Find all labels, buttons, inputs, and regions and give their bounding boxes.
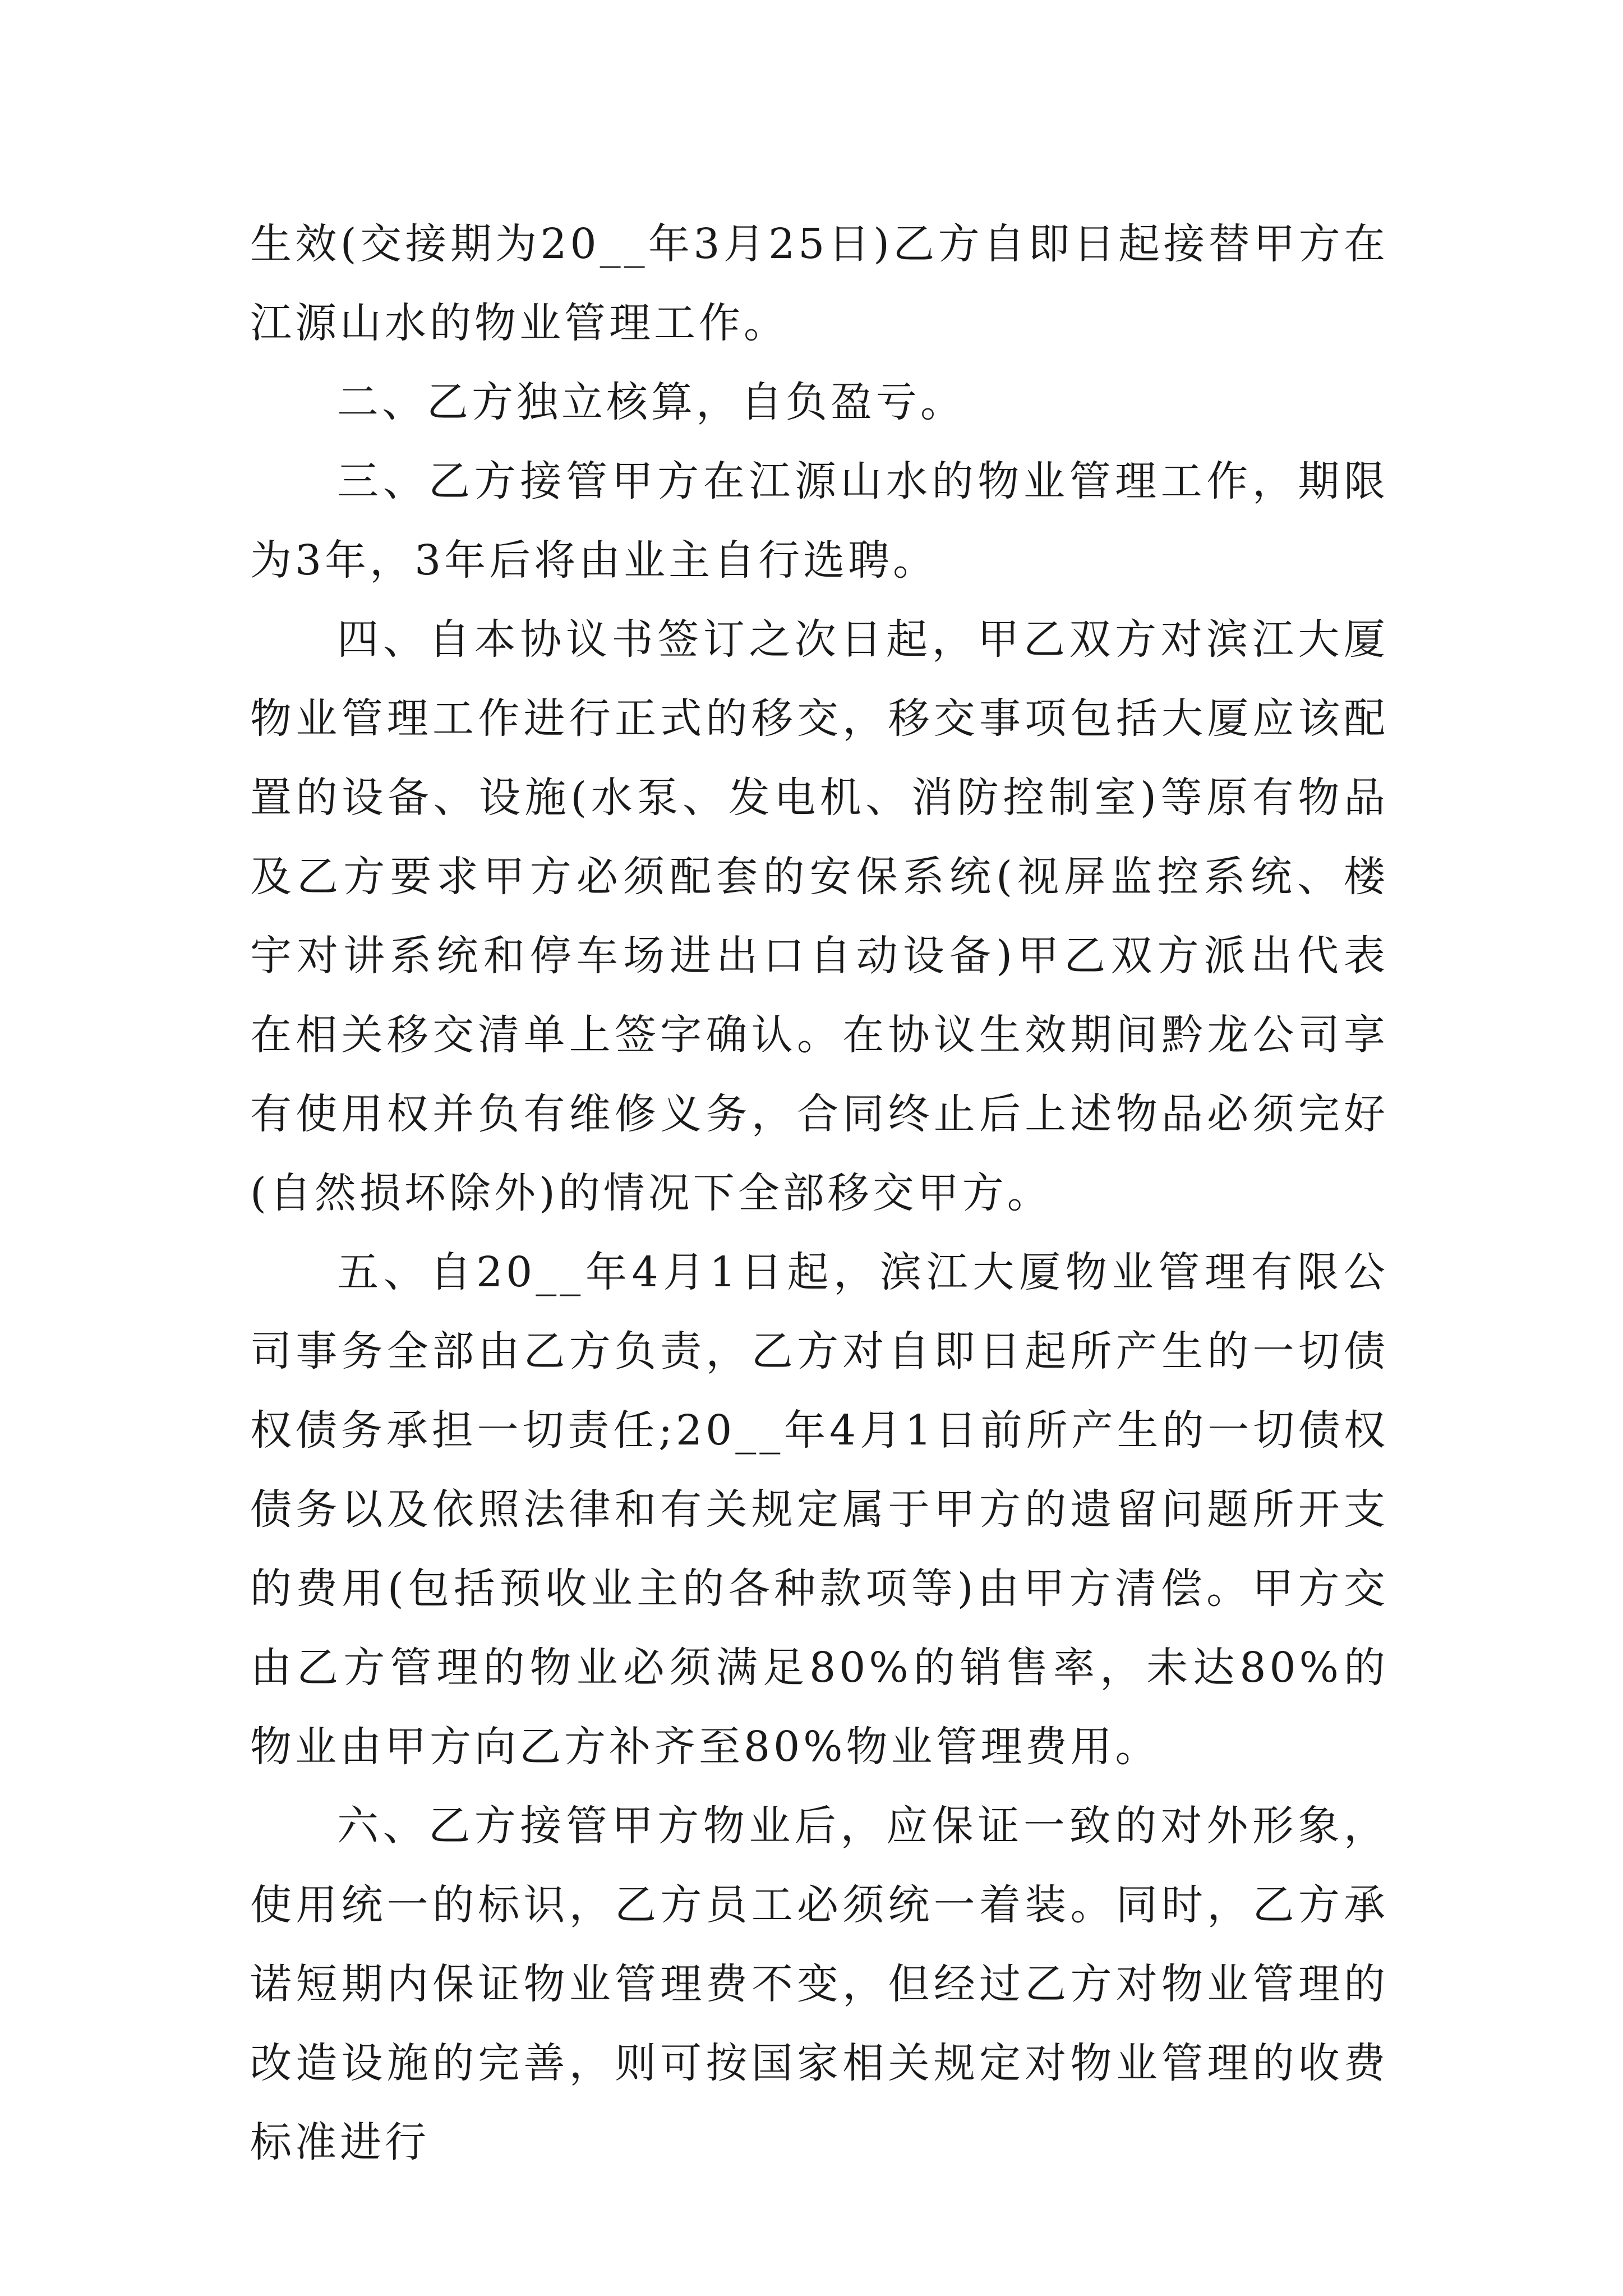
paragraph-clause-4: 四、自本协议书签订之次日起，甲乙双方对滨江大厦物业管理工作进行正式的移交，移交事项包括大厦应该配置的设备、设施(水泵、发电机、消防控制室)等原有物品及乙方要求甲方必须配套的安保系统(视屏监控系统、楼宇对讲系统和停车场进出口自动设备)甲乙双方派出代表在相关移交清单上签字确认。在协议生效期间黔龙公司享有使用权并负有维修义务，合同终止后上述物品必须完好(自然损坏除外)的情况下全部移交甲方。 <box>250 615 1389 1217</box>
paragraph-clause-5: 五、自20__年4月1日起，滨江大厦物业管理有限公司事务全部由乙方负责，乙方对自即日起所产生的一切债权债务承担一切责任;20__年4月1日前所产生的一切债权债务以及依照法律和有关规定属于甲方的遗留问题所开支的费用(包括预收业主的各种款项等)由甲方清偿。甲方交由乙方管理的物业必须满足80%的销售率，未达80%的物业由甲方向乙方补齐至80%物业管理费用。 <box>250 1248 1389 1771</box>
paragraph-clause-2: 二、乙方独立核算，自负盈亏。 <box>337 378 965 426</box>
document-body <box>250 205 1389 2182</box>
paragraph-clause-6: 六、乙方接管甲方物业后，应保证一致的对外形象，使用统一的标识，乙方员工必须统一着装。同时，乙方承诺短期内保证物业管理费不变，但经过乙方对物业管理的改造设施的完善，则可按国家相关规定对物业管理的收费标准进行 <box>250 1802 1389 2166</box>
paragraph-continuation: 生效(交接期为20__年3月25日)乙方自即日起接替甲方在江源山水的物业管理工作。 <box>250 220 1389 347</box>
paragraph-clause-3: 三、乙方接管甲方在江源山水的物业管理工作，期限为3年，3年后将由业主自行选聘。 <box>250 457 1389 585</box>
